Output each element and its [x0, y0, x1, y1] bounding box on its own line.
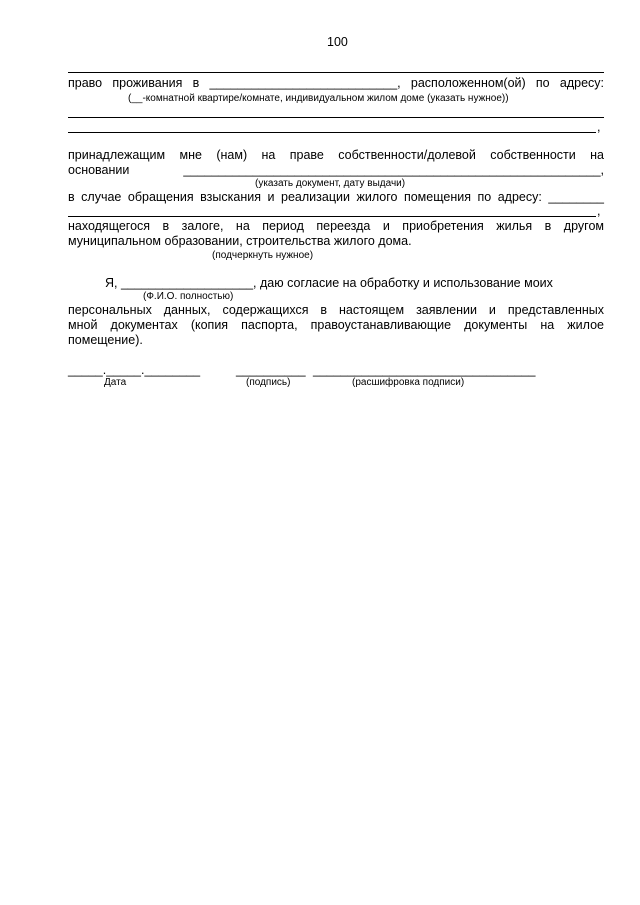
- ownership-line-1: принадлежащим мне (нам) на праве собственности/долевой собственности на: [68, 148, 604, 162]
- residence-line-1: право проживания в ___________________________, расположенном(ой) по адресу:: [68, 76, 604, 90]
- date-label: Дата: [104, 377, 127, 388]
- consent-line-2: персональных данных, содержащихся в настоящем заявлении и представленных: [68, 303, 604, 317]
- page-number: 100: [327, 35, 348, 49]
- fio-note: (Ф.И.О. полностью): [143, 291, 234, 302]
- signature-label: (подпись): [246, 377, 291, 388]
- ownership-basis-line: основании ____________________________________________________________,: [68, 163, 604, 177]
- pledge-line-1: находящегося в залоге, на период переезда и приобретения жилья в другом: [68, 219, 604, 233]
- signature-decode-label: (расшифровка подписи): [352, 377, 465, 388]
- underline-needed-note: (подчеркнуть нужное): [212, 250, 314, 261]
- basis-document-note: (указать документ, дату выдачи): [255, 178, 406, 189]
- consent-line-3: мной документах (копия паспорта, правоустанавливающие документы на жилое: [68, 318, 604, 332]
- address-blank-line-1[interactable]: [68, 117, 604, 118]
- consent-line-1: Я, ___________________, даю согласие на обработку и использование моих: [105, 276, 553, 290]
- address-line-comma: ,: [597, 120, 601, 134]
- pledge-line-2: муниципальном образовании, строительства жилого дома.: [68, 234, 412, 248]
- residence-type-note: (__-комнатной квартире/комнате, индивидуальном жилом доме (указать нужное)): [128, 93, 509, 104]
- signature-decode-blank[interactable]: ________________________________: [313, 363, 536, 377]
- foreclosure-line-comma: ,: [597, 204, 601, 218]
- address-blank-line-2[interactable]: [68, 132, 596, 133]
- top-rule: [68, 72, 604, 73]
- date-blank[interactable]: _____._____.________: [68, 363, 201, 377]
- signature-blank[interactable]: __________: [236, 363, 306, 377]
- consent-line-4: помещение).: [68, 333, 143, 347]
- foreclosure-address-blank[interactable]: [68, 216, 596, 217]
- foreclosure-line: в случае обращения взыскания и реализации жилого помещения по адресу: ________: [68, 190, 604, 204]
